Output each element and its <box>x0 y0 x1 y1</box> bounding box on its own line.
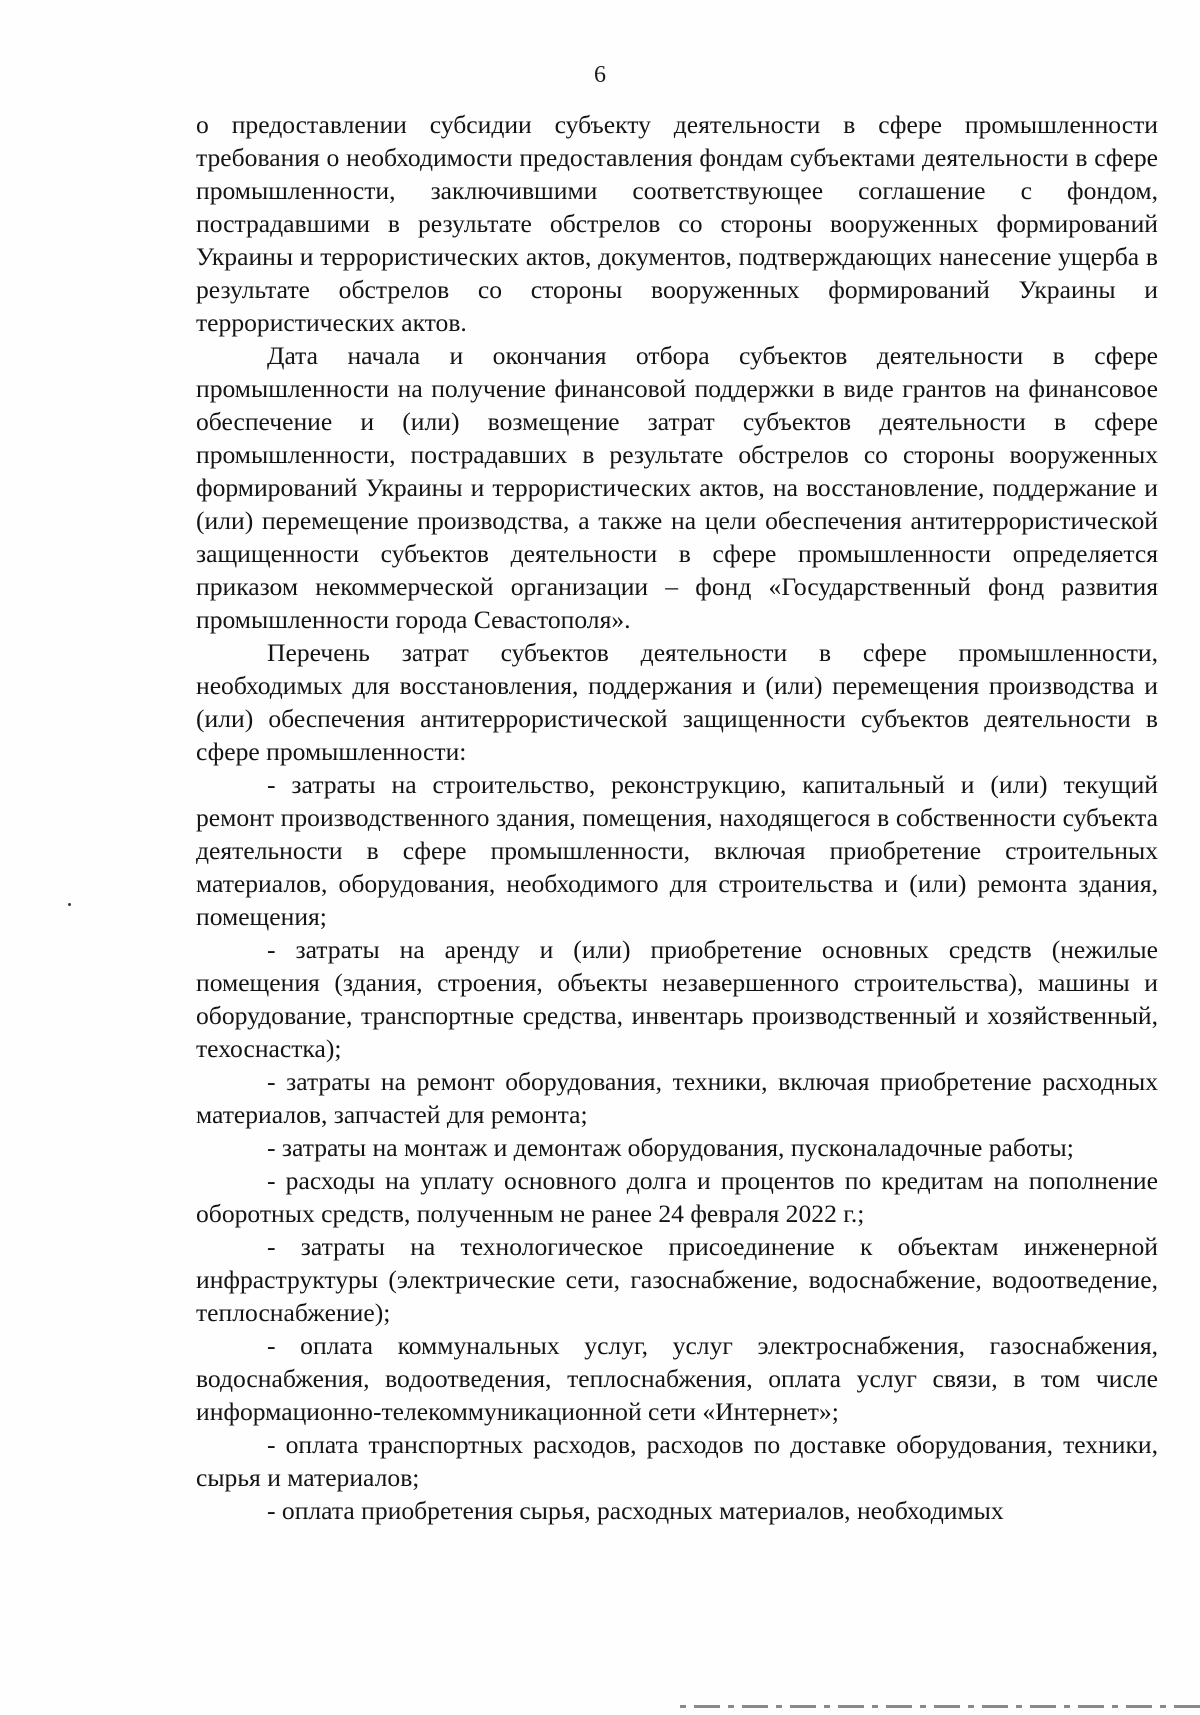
list-item-construction-costs: - затраты на строительство, реконструкцию, капитальный и (или) текущий ремонт производственного здания, помещения, находящегося в собственности субъекта деятельности в сфере промышленности, включая приобретение строительных материалов, оборудования, необходимого для строительства и (или) ремонта здания, помещения; <box>196 770 1158 931</box>
list-item-equipment-repair-costs: - затраты на ремонт оборудования, техники, включая приобретение расходных материалов, запчастей для ремонта; <box>196 1067 1158 1129</box>
list-item-raw-materials: - оплата приобретения сырья, расходных материалов, необходимых <box>267 1496 1004 1525</box>
list-item-utility-connection-costs: - затраты на технологическое присоединение к объектам инженерной инфраструктуры (электрические сети, газоснабжение, водоснабжение, водоотведение, теплоснабжение); <box>196 1232 1158 1327</box>
page-number: 6 <box>594 62 606 88</box>
list-item-utility-payments: - оплата коммунальных услуг, услуг электроснабжения, газоснабжения, водоснабжения, водоотведения, теплоснабжения, оплата услуг связи, в том числе информационно-телекоммуникационной сети «Интернет»; <box>196 1331 1158 1426</box>
list-item-fixed-assets-costs: - затраты на аренду и (или) приобретение основных средств (нежилые помещения (здания, строения, объекты незавершенного строительства), машины и оборудование, транспортные средства, инвентарь производственный и хозяйственный, техоснастка); <box>196 935 1158 1063</box>
paragraph-selection-dates: Дата начала и окончания отбора субъектов деятельности в сфере промышленности на получение финансовой поддержки в виде грантов на финансовое обеспечение и (или) возмещение затрат субъектов деятельности в сфере промышленности, пострадавших в результате обстрелов со стороны вооруженных формирований Украины и террористических актов, на восстановление, поддержание и (или) перемещение производства, а также на цели обеспечения антитеррористической защищенности субъектов деятельности в сфере промышленности определяется приказом некоммерческой организации – фонд «Государственный фонд развития промышленности города Севастополя». <box>196 341 1158 634</box>
scan-speck <box>68 903 71 906</box>
paragraph-cost-list-intro: Перечень затрат субъектов деятельности в сфере промышленности, необходимых для восстановления, поддержания и (или) перемещения производства и (или) обеспечения антитеррористической защищенности субъектов деятельности в сфере промышленности: <box>196 638 1158 766</box>
list-item-installation-costs: - затраты на монтаж и демонтаж оборудования, пусконаладочные работы; <box>267 1133 1074 1162</box>
paragraph-continuation: о предоставлении субсидии субъекту деятельности в сфере промышленности требования о необходимости предоставления фондам субъектами деятельности в сфере промышленности, заключившими соответствующее соглашение с фондом, пострадавшими в результате обстрелов со стороны вооруженных формирований Украины и террористических актов, документов, подтверждающих нанесение ущерба в результате обстрелов со стороны вооруженных формирований Украины и террористических актов. <box>196 110 1158 337</box>
list-item-loan-repayment: - расходы на уплату основного долга и процентов по кредитам на пополнение оборотных средств, полученным не ранее 24 февраля 2022 г.; <box>196 1166 1158 1228</box>
scan-bottom-edge <box>680 1705 1200 1708</box>
list-item-transport-costs: - оплата транспортных расходов, расходов по доставке оборудования, техники, сырья и материалов; <box>196 1430 1158 1492</box>
document-body <box>196 108 1158 1527</box>
